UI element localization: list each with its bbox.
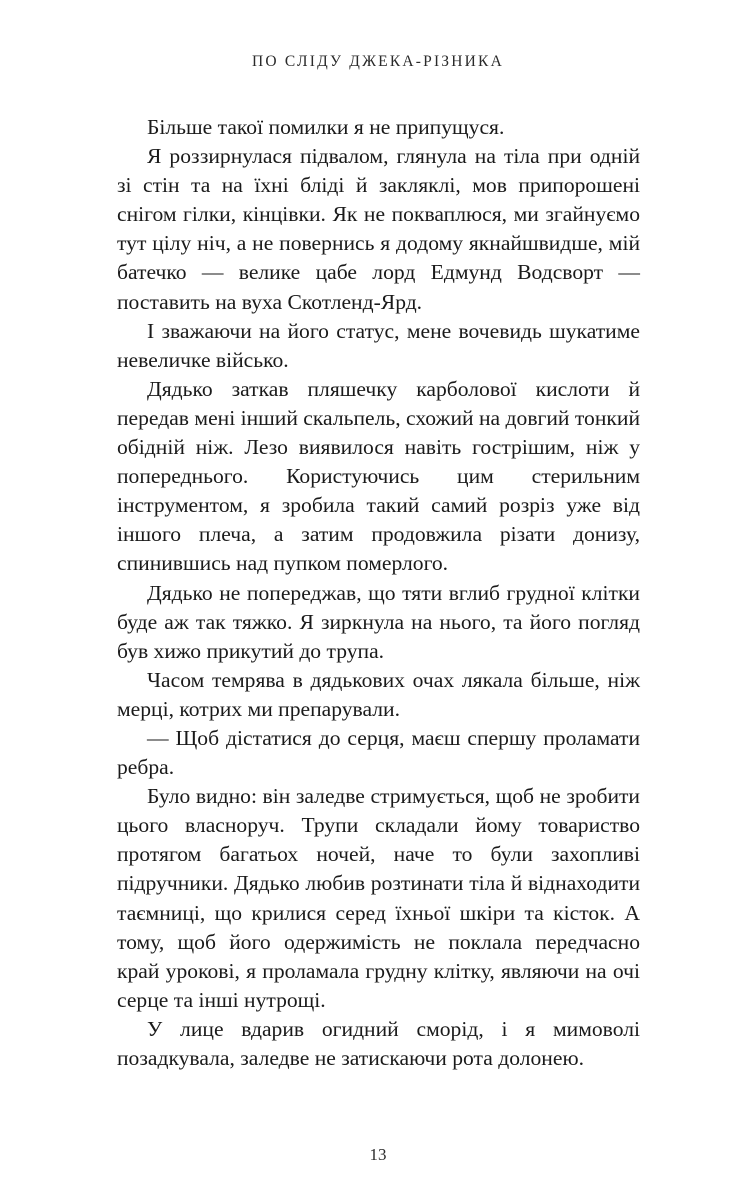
paragraph: Було видно: він заледве стримується, щоб не зробити цього власноруч. Трупи складали йому товариство протягом багатьох ночей, наче то були захопливі підручники. Дядько любив розтинати тіла й віднаходити таємниці, що крилися серед їхньої шкіри та кісток. А тому, щоб його одержимість не поклала передчасно край урокові, я проламала грудну клітку, являючи на очі серце та інші нутрощі. [117,784,640,1012]
page-number: 13 [369,1145,387,1164]
paragraph: Дядько заткав пляшечку карболової кислоти й передав мені інший скальпель, схожий на довгий тонкий обідній ніж. Лезо виявилося навіть гострішим, ніж у попереднього. Користуючись цим стерильним інструментом, я зробила такий самий розріз уже від іншого плеча, а затим продовжила різати донизу, спинившись над пупком померлого. [117,376,640,576]
paragraph: Дядько не попереджав, що тяти вглиб грудної клітки буде аж так тяжко. Я зиркнула на нього, та його погляд був хижо прикутий до трупа. [117,580,640,663]
running-head: ПО СЛІДУ ДЖЕКА-РІЗНИКА [252,53,504,70]
paragraph: Більше такої помилки я не припущуся. [147,115,505,139]
paragraph: І зважаючи на його статус, мене вочевидь шукатиме невеличке військо. [117,318,640,372]
paragraph: Часом темрява в дядькових очах лякала більше, ніж мерці, котрих ми препарували. [117,667,640,721]
paragraph: У лице вдарив огидний сморід, і я мимоволі позадкувала, заледве не затискаючи рота долонею. [117,1016,640,1070]
paragraph: — Щоб дістатися до серця, маєш спершу проламати ребра. [117,725,640,780]
body-text [117,113,640,1073]
paragraph: Я роззирнулася підвалом, глянула на тіла при одній зі стін та на їхні бліді й закляклі, мов припорошені снігом гілки, кінцівки. Як не покваплюся, ми згайнуємо тут цілу ніч, а не повернись я додому якнайшвидше, мій батечко — велике цабе лорд Едмунд Водсворт — поставить на вуха Скотленд-Ярд. [117,144,640,314]
